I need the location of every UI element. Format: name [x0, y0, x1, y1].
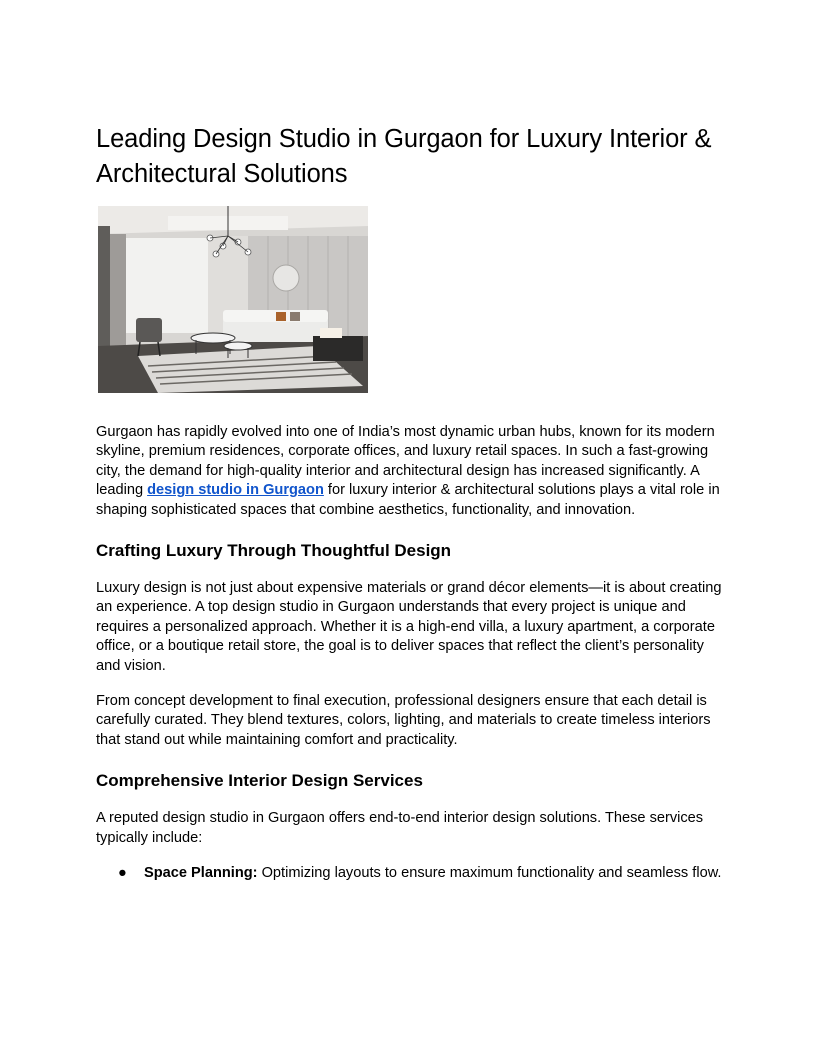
section1-paragraph-2: From concept development to final execution, professional designers ensure that each detail is carefully curated. They blend textures, colors, lighting, and materials to create timeless interiors that stand out while maintaining comfort and practicality.	[96, 693, 711, 748]
services-list	[96, 864, 726, 883]
section-heading-crafting-luxury: Crafting Luxury Through Thoughtful Design	[96, 541, 452, 561]
hero-image	[98, 206, 368, 393]
section2-paragraph-1: A reputed design studio in Gurgaon offers end-to-end interior design solutions. These services typically include:	[96, 810, 704, 846]
list-item	[96, 864, 726, 883]
bullet-icon: ●	[118, 865, 127, 882]
intro-paragraph	[96, 423, 726, 520]
design-studio-link[interactable]: design studio in Gurgaon	[147, 482, 324, 499]
document-page	[96, 122, 726, 884]
living-room-photo-icon	[98, 206, 368, 393]
intro-text-end: for luxury interior & architectural solutions plays a vital role in shaping sophisticated spaces that combine aesthetics, functionality, and innovation.	[96, 482, 720, 518]
list-item-bold-label: Space Planning:	[144, 865, 258, 882]
section1-paragraph-1: Luxury design is not just about expensive materials or grand décor elements—it is about creating an experience. A top design studio in Gurgaon understands that every project is unique and requires a personalized approach. Whether it is a high-end villa, a luxury apartment, a corporate office, or a boutique retail store, the goal is to deliver spaces that reflect the client’s personality and vision.	[96, 580, 722, 674]
page-title: Leading Design Studio in Gurgaon for Luxury Interior & Architectural Solutions	[96, 125, 712, 188]
intro-text-start: Gurgaon has rapidly evolved into one of India’s most dynamic urban hubs, known for its modern skyline, premium residences, corporate offices, and luxury retail spaces. In such a fast-growing city, the demand for high-quality interior and architectural design has increased significantly. A leading	[96, 424, 715, 499]
section-heading-services: Comprehensive Interior Design Services	[96, 771, 423, 791]
list-item-text: Optimizing layouts to ensure maximum functionality and seamless flow.	[257, 865, 722, 882]
